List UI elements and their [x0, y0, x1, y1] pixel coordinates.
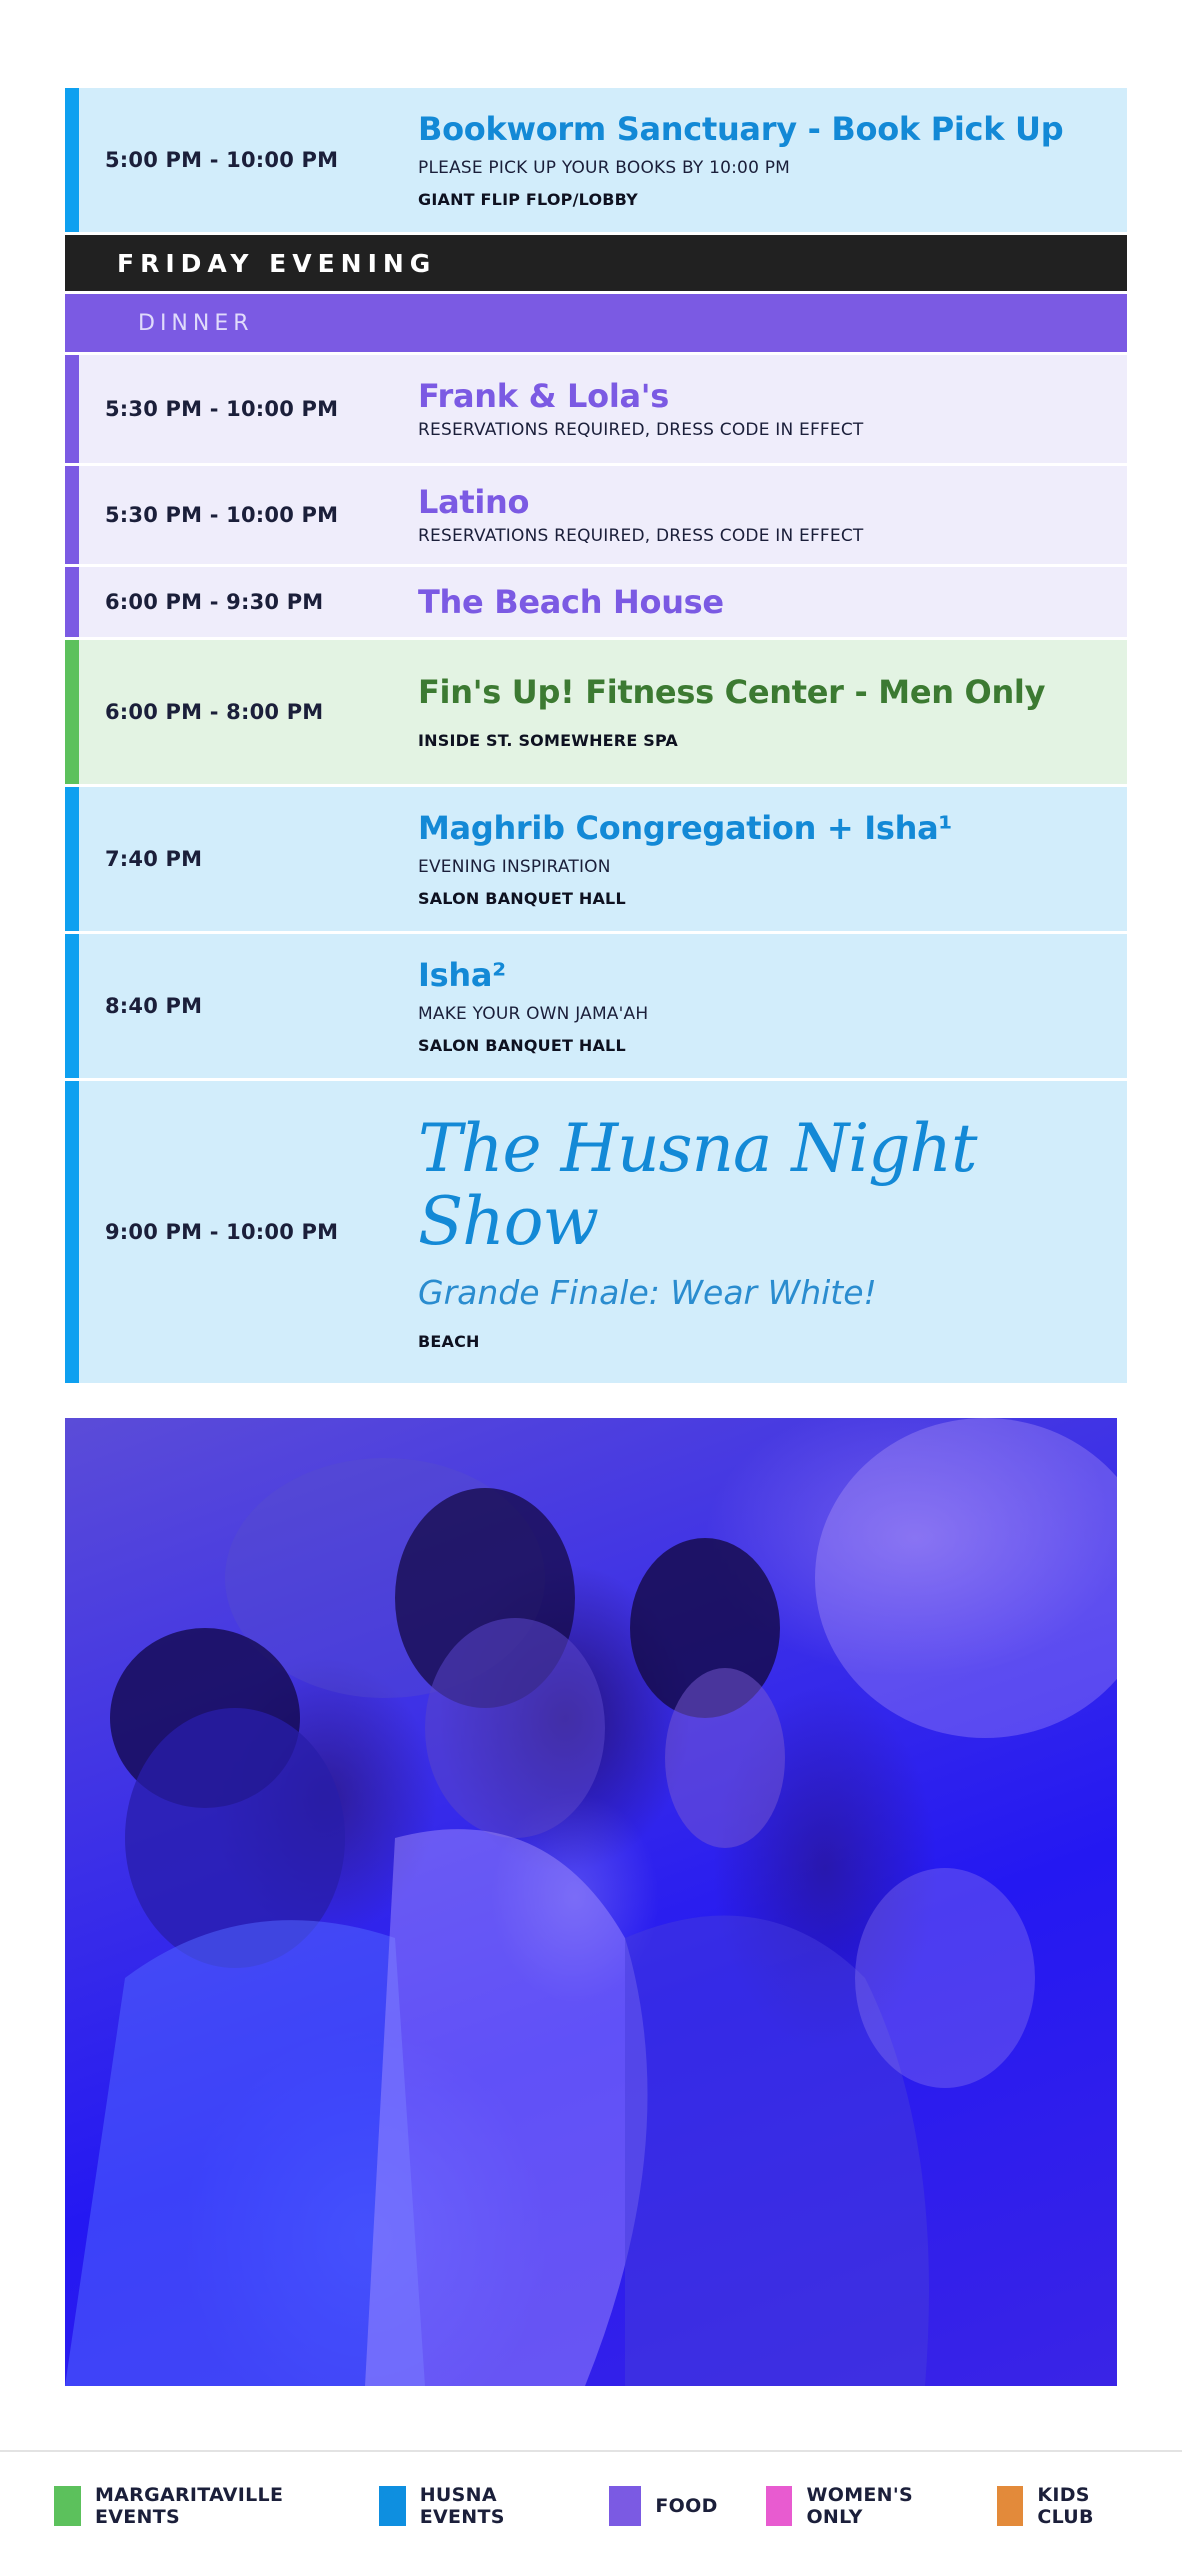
event-details	[418, 787, 1117, 931]
event-photo	[65, 1418, 1117, 2386]
category-bar	[65, 567, 79, 637]
event-details	[418, 567, 1117, 637]
event-details	[418, 88, 1117, 232]
legend-item-food	[609, 2486, 717, 2526]
event-title: Fin's Up! Fitness Center - Men Only	[418, 673, 1046, 712]
event-location: SALON BANQUET HALL	[418, 888, 626, 908]
event-row-isha[interactable]	[65, 934, 1127, 1078]
photo-illustration	[65, 1418, 1117, 2386]
legend-item-kids-club	[997, 2484, 1134, 2528]
legend-swatch	[609, 2486, 641, 2526]
legend-item-womens-only	[766, 2484, 949, 2528]
event-time: 7:40 PM	[105, 847, 203, 871]
legend-item-husna	[379, 2484, 562, 2528]
event-time: 8:40 PM	[105, 994, 203, 1018]
event-row-frank-lolas[interactable]	[65, 355, 1127, 463]
event-row-bookworm[interactable]	[65, 88, 1127, 232]
event-time: 6:00 PM - 8:00 PM	[105, 700, 324, 724]
event-subtitle: EVENING INSPIRATION	[418, 856, 611, 877]
event-title: Latino	[418, 482, 530, 521]
category-bar	[65, 466, 79, 564]
event-row-husna-night-show[interactable]	[65, 1081, 1127, 1383]
category-legend	[0, 2452, 1182, 2560]
legend-swatch	[54, 2486, 81, 2526]
event-time: 9:00 PM - 10:00 PM	[105, 1220, 339, 1244]
legend-swatch	[379, 2486, 406, 2526]
event-title: The Beach House	[418, 582, 724, 621]
legend-label: KIDS CLUB	[1037, 2484, 1094, 2528]
event-details	[418, 466, 1117, 564]
event-title: Bookworm Sanctuary - Book Pick Up	[418, 110, 1064, 149]
event-row-maghrib[interactable]	[65, 787, 1127, 931]
event-details	[418, 640, 1117, 784]
legend-label: FOOD	[655, 2495, 718, 2517]
section-header-friday-evening: FRIDAY EVENING	[65, 235, 1127, 291]
event-location: BEACH	[418, 1331, 480, 1351]
event-details	[418, 934, 1117, 1078]
event-time: 6:00 PM - 9:30 PM	[105, 590, 324, 614]
event-time: 5:30 PM - 10:00 PM	[105, 397, 339, 421]
legend-label: WOMEN'S ONLY	[806, 2484, 913, 2528]
event-details	[418, 355, 1117, 463]
event-subtitle: RESERVATIONS REQUIRED, DRESS CODE IN EFFECT	[418, 420, 864, 441]
legend-label: MARGARITAVILLE EVENTS	[94, 2484, 284, 2528]
event-row-fitness[interactable]	[65, 640, 1127, 784]
event-time: 5:30 PM - 10:00 PM	[105, 503, 339, 527]
event-subtitle: MAKE YOUR OWN JAMA'AH	[418, 1003, 649, 1024]
schedule-list	[65, 88, 1127, 1386]
category-bar	[65, 787, 79, 931]
event-title: The Husna Night Show	[418, 1110, 977, 1260]
event-row-latino[interactable]	[65, 466, 1127, 564]
event-row-beach-house[interactable]	[65, 567, 1127, 637]
event-title: Isha²	[418, 956, 506, 995]
event-title: Frank & Lola's	[418, 376, 670, 415]
event-details	[418, 1081, 1117, 1383]
legend-label: HUSNA EVENTS	[419, 2484, 505, 2528]
subsection-header-dinner: DINNER	[65, 294, 1127, 352]
legend-swatch	[766, 2486, 793, 2526]
event-location: SALON BANQUET HALL	[418, 1035, 626, 1055]
category-bar	[65, 640, 79, 784]
event-subtitle: Grande Finale: Wear White!	[418, 1272, 877, 1312]
category-bar	[65, 355, 79, 463]
event-location: INSIDE ST. SOMEWHERE SPA	[418, 730, 678, 750]
category-bar	[65, 88, 79, 232]
legend-swatch	[997, 2486, 1024, 2526]
category-bar	[65, 1081, 79, 1383]
event-title: Maghrib Congregation + Isha¹	[418, 809, 953, 848]
legend-item-margaritaville	[54, 2484, 331, 2528]
event-time: 5:00 PM - 10:00 PM	[105, 148, 339, 172]
event-subtitle: PLEASE PICK UP YOUR BOOKS BY 10:00 PM	[418, 157, 791, 178]
category-bar	[65, 934, 79, 1078]
event-subtitle: RESERVATIONS REQUIRED, DRESS CODE IN EFFECT	[418, 526, 864, 547]
event-location: GIANT FLIP FLOP/LOBBY	[418, 189, 638, 209]
